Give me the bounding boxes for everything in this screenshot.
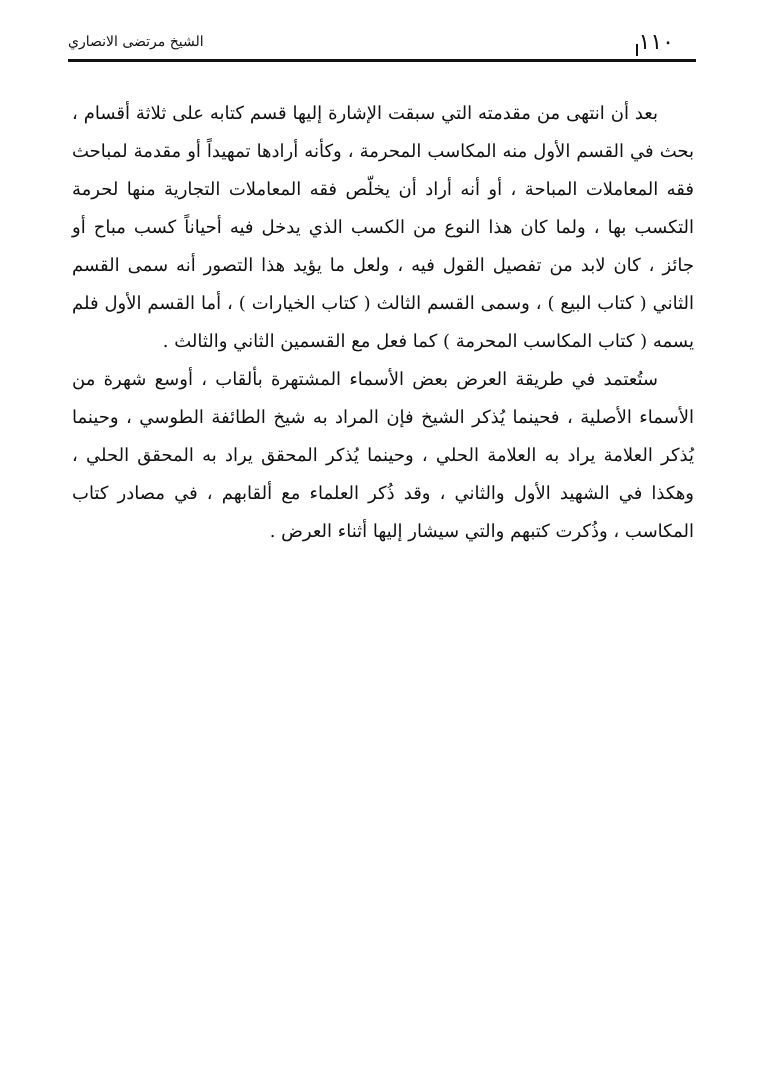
page-body bbox=[72, 95, 694, 551]
page-number: ١١٠ bbox=[638, 30, 674, 55]
running-title: الشيخ مرتضى الانصاري bbox=[68, 34, 204, 50]
paragraph-2: ستُعتمد في طريقة العرض بعض الأسماء المشتهرة بألقاب ، أوسع شهرة من الأسماء الأصلية ، فحينما يُذكر الشيخ فإن المراد به شيخ الطائفة الطوسي ، وحينما يُذكر العلامة يراد به العلامة الحلي ، وحينما يُذكر المحقق يراد به المحقق الحلي ، وهكذا في الشهيد الأول والثاني ، وقد ذُكر العلماء مع ألقابهم ، في مصادر كتاب المكاسب ، وذُكرت كتبهم والتي سيشار إليها أثناء العرض . bbox=[72, 369, 694, 542]
header-rule bbox=[68, 59, 696, 62]
page-header bbox=[68, 30, 698, 60]
paragraph-1: بعد أن انتهى من مقدمته التي سبقت الإشارة إليها قسم كتابه على ثلاثة أقسام ، بحث في القسم الأول منه المكاسب المحرمة ، وكأنه أرادها تمهيداً أو مقدمة لمباحث فقه المعاملات المباحة ، أو أنه أراد أن يخلّص فقه المعاملات التجارية منها لحرمة التكسب بها ، ولما كان هذا النوع من الكسب الذي يدخل فيه أحياناً كسب مباح أو جائز ، كان لابد من تفصيل القول فيه ، ولعل ما يؤيد هذا التصور أنه سمى القسم الثاني ( كتاب البيع ) ، وسمى القسم الثالث ( كتاب الخيارات ) ، أما القسم الأول فلم يسمه ( كتاب المكاسب المحرمة ) كما فعل مع القسمين الثاني والثالث . bbox=[72, 103, 694, 352]
